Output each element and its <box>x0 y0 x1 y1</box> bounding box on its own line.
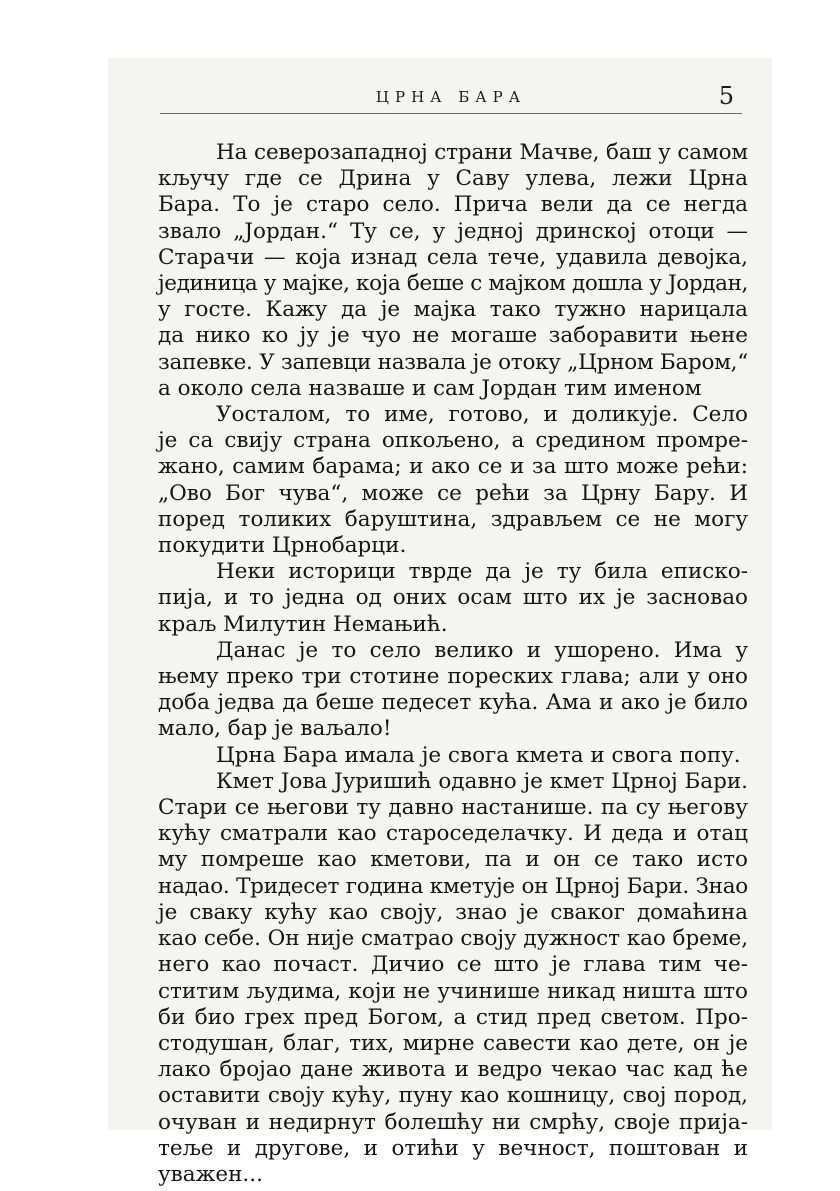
text-line: надао. Тридесет година кметује он Црној Бари. Знао <box>158 873 748 899</box>
paragraph <box>158 402 748 559</box>
text-line: жано, самим барама; и ако се и за што може рећи: <box>158 454 748 480</box>
header-rule <box>160 113 742 114</box>
text-line: краљ Милутин Немањић. <box>158 611 448 637</box>
page-number: 5 <box>718 82 734 110</box>
text-line: ститим људима, који не учинише никад ништа што <box>158 978 748 1004</box>
text-line: а около села назваше и сам Јордан тим именом <box>158 375 702 401</box>
text-line: Неки историци тврде да је ту била еписко- <box>216 559 748 585</box>
text-line: лако бројао дане живота и ведро чекао час кад ће <box>158 1057 748 1083</box>
text-line: би био грех пред Богом, а стид пред светом. Про- <box>158 1004 748 1030</box>
text-line: уважен... <box>158 1161 263 1187</box>
text-line: Старачи — која изнад села тече, удавила девојка, <box>158 244 748 270</box>
text-line: запевке. У запевци назвала је отоку „Црном Баром,“ <box>158 349 748 375</box>
text-line: Црна Бара имала је свога кмета и свога попу. <box>216 742 741 768</box>
text-line: је са свију страна опкољено, а средином промре- <box>158 428 748 454</box>
text-line: очуван и недирнут болешћу ни смрћу, своје прија- <box>158 1109 748 1135</box>
text-line: Данас је то село велико и ушорено. Има у <box>216 637 748 663</box>
text-line: кључу где се Дрина у Саву улева, лежи Црна <box>158 166 748 192</box>
text-line: На северозападној страни Мачве, баш у самом <box>216 140 748 165</box>
text-line: у госте. Кажу да је мајка тако тужно нарицала <box>158 297 748 323</box>
text-line: Стари се његови ту давно настанише. па су његову <box>158 795 748 821</box>
text-line: теље и другове, и отићи у вечност, поштован и <box>158 1135 748 1161</box>
text-line: да нико ко ју је чуо не могаше заборавити њене <box>158 323 748 349</box>
paragraph <box>158 743 748 769</box>
text-line: „Ово Бог чува“, може се рећи за Црну Бару. И <box>158 480 748 506</box>
text-line: му помреше као кметови, па и он се тако исто <box>158 847 748 873</box>
text-line: кућу сматрали као староседелачку. И деда и отац <box>158 821 748 847</box>
text-line: јединица у мајке, која беше с мајком дошла у Јордан, <box>158 271 748 297</box>
text-line: него као почаст. Дичио се што је глава тим че- <box>158 952 748 978</box>
body-text <box>158 140 748 1188</box>
text-line: Кмет Јова Јуришић одавно је кмет Црној Бари. <box>216 768 748 794</box>
paragraph <box>158 140 748 402</box>
text-line: стодушан, благ, тих, мирне савести као дете, он је <box>158 1030 748 1056</box>
paragraph <box>158 638 748 743</box>
running-title: ЦРНА БАРА <box>375 88 527 106</box>
text-line: покудити Црнобарци. <box>158 533 407 559</box>
paragraph <box>158 769 748 1188</box>
running-head <box>160 84 742 114</box>
text-line: звало „Јордан.“ Ту се, у једној дринској отоци — <box>158 218 748 244</box>
paragraph <box>158 559 748 638</box>
text-line: Бара. То је старо село. Прича вели да се негда <box>158 192 748 218</box>
text-line: пија, и то једна од оних осам што их је засновао <box>158 585 748 611</box>
text-line: мало, бар је ваљало! <box>158 716 392 742</box>
text-line: њему преко три стотине пореских глава; али у оно <box>158 664 748 690</box>
text-line: поред толиких баруштина, здрављем се не могу <box>158 506 748 532</box>
text-line: је сваку кућу као своју, знао је сваког домаћина <box>158 899 748 925</box>
text-line: оставити своју кућу, пуну као кошницу, свој пород, <box>158 1083 748 1109</box>
text-line: Уосталом, то име, готово, и доликује. Село <box>216 402 748 428</box>
text-line: као себе. Он није сматрао своју дужност као бреме, <box>158 926 748 952</box>
text-line: доба једва да беше педесет кућа. Ама и ако је било <box>158 690 748 716</box>
